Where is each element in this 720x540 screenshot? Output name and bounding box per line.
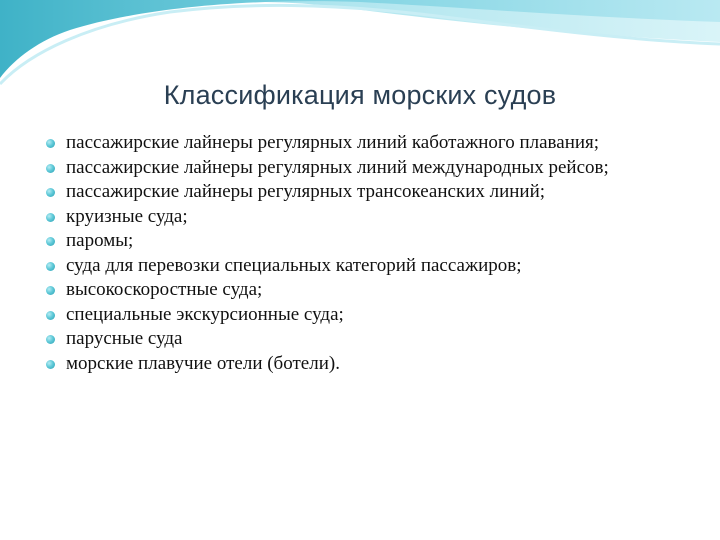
list-item-text: высокоскоростные суда;	[66, 279, 263, 300]
bullet-icon	[46, 139, 55, 148]
list-item	[46, 254, 673, 279]
list-item-text: морские плавучие отели (ботели).	[66, 352, 340, 374]
list-item-text: круизные суда;	[66, 205, 188, 227]
list-item	[46, 352, 673, 377]
wave-band-front	[0, 0, 720, 78]
list-item	[46, 205, 673, 230]
bullet-icon	[46, 213, 55, 222]
list-item-text: пассажирские лайнеры регулярных линий каботажного плавания;	[66, 132, 600, 153]
list-item-text: пассажирские лайнеры регулярных линий международных рейсов;	[66, 156, 609, 178]
bullet-icon	[46, 237, 55, 246]
classification-list	[46, 131, 673, 376]
list-item-text: специальные экскурсионные суда;	[66, 303, 344, 325]
bullet-icon	[46, 311, 55, 320]
bullet-icon	[46, 262, 55, 271]
list-item-text: пассажирские лайнеры регулярных трансокеанских линий;	[66, 181, 546, 202]
list-item	[46, 131, 673, 156]
list-item	[46, 156, 673, 181]
list-item-text: паромы;	[66, 230, 134, 251]
slide-title: Классификация морских судов	[163, 80, 557, 110]
bullet-icon	[46, 335, 55, 344]
list-item	[46, 327, 673, 352]
list-item-text: суда для перевозки специальных категорий пассажиров;	[66, 254, 522, 276]
bullet-icon	[46, 188, 55, 197]
list-item	[46, 278, 673, 303]
list-item	[46, 180, 673, 205]
bullet-icon	[46, 286, 55, 295]
bullet-icon	[46, 360, 55, 369]
list-item	[46, 303, 673, 328]
list-item	[46, 229, 673, 254]
bullet-icon	[46, 164, 55, 173]
list-item-text: парусные суда	[66, 328, 183, 349]
